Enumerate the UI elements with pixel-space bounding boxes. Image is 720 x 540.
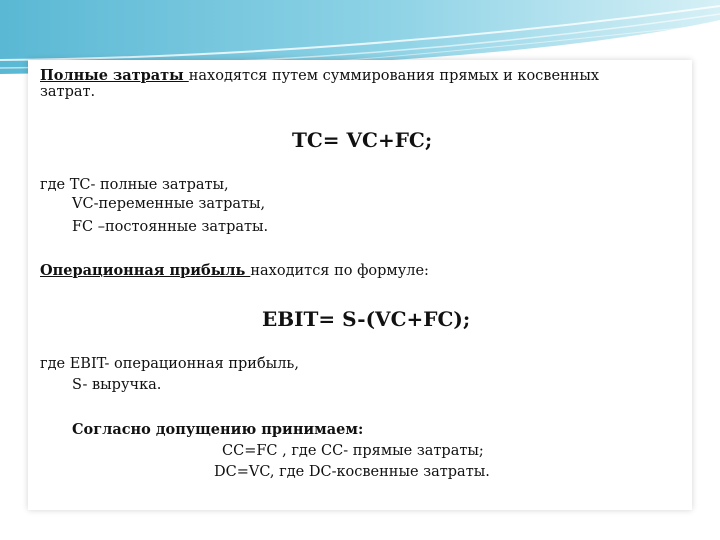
definition-tc: где TC- полные затраты, bbox=[40, 177, 229, 193]
definition-s: S- выручка. bbox=[72, 377, 162, 393]
ebit-intro-text: находится по формуле: bbox=[250, 263, 429, 279]
intro-text: находятся путем суммирования прямых и косвенных bbox=[188, 68, 600, 84]
formula-tc: TC= VC+FC; bbox=[292, 128, 433, 152]
definition-vc: VC-переменные затраты, bbox=[72, 196, 266, 212]
assumption-heading: Согласно допущению принимаем: bbox=[72, 421, 364, 438]
definition-fc: FC –постоянные затраты. bbox=[72, 219, 269, 235]
term-operating-profit: Операционная прибыль bbox=[40, 262, 251, 279]
intro-line-2: затрат. bbox=[40, 84, 96, 100]
definition-ebit: где EBIT- операционная прибыль, bbox=[40, 356, 299, 372]
ebit-intro-line bbox=[40, 262, 429, 280]
intro-line bbox=[40, 67, 599, 85]
formula-ebit: EBIT= S-(VC+FC); bbox=[262, 307, 471, 331]
assumption-line-2: DC=VC, где DC-косвенные затраты. bbox=[214, 464, 490, 480]
term-total-costs: Полные затраты bbox=[40, 67, 189, 84]
assumption-line-1: CC=FC , где CC- прямые затраты; bbox=[222, 443, 484, 459]
